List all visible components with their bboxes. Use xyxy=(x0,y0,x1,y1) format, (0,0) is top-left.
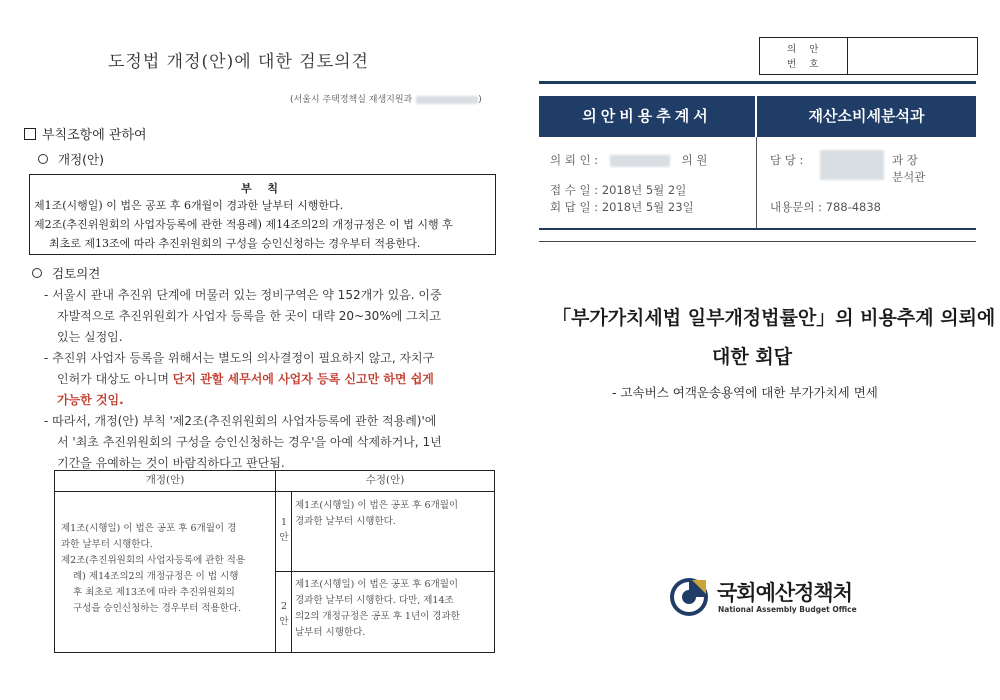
bylaw-line-2: 제2조(추진위원회의 사업자등록에 관한 적용례) 제14조의2의 개정규정은 이 법 시행 후 xyxy=(34,218,453,231)
table-header-revised: 수정(안) xyxy=(365,474,405,486)
bill-number-label: 의 안 xyxy=(787,44,824,55)
requester-suffix: 의 원 xyxy=(681,153,708,167)
nabo-logo-icon xyxy=(669,577,709,617)
reply-title: 대한 회답 xyxy=(712,346,793,368)
option-2-label xyxy=(277,599,291,629)
subheading-review xyxy=(32,264,100,282)
bill-number-divider xyxy=(847,38,848,74)
circle-bullet-icon xyxy=(32,268,42,278)
inquiry-phone: 내용문의 : 788-4838 xyxy=(770,200,881,214)
circle-bullet-icon xyxy=(38,154,48,164)
redacted-requester xyxy=(610,155,670,167)
contact-title: 과 장 xyxy=(892,153,918,167)
table-cell-line: 날부터 시행한다. xyxy=(295,627,366,638)
contact-label: 담 당 : xyxy=(770,153,804,167)
table-cell-line: 의2의 개정규정은 공포 후 1년이 경과한 xyxy=(295,611,460,622)
opinion-line: - 추진위 사업자 등록을 위해서는 별도의 의사결정이 필요하지 않고, 자치구 xyxy=(44,351,435,365)
source-close: ) xyxy=(478,95,482,105)
table-rule xyxy=(275,571,494,572)
option-1-number: 1 xyxy=(280,517,288,528)
subheading-amendment xyxy=(38,150,104,168)
opinion-emphasis: 가능한 것임. xyxy=(57,393,124,407)
table-cell-line: 제1조(시행일) 이 법은 공포 후 6개월이 xyxy=(295,579,459,590)
opinion-line: - 따라서, 개정(안) 부칙 '제2조(추진위원회의 사업자등록에 관한 적용례)'에 xyxy=(44,414,437,428)
meta-divider xyxy=(756,137,757,228)
banner-division: 재산소비세분석과 xyxy=(808,107,925,125)
bylaw-line-1: 제1조(시행일) 이 법은 공포 후 6개월이 경과한 날부터 시행한다. xyxy=(34,199,344,212)
bylaw-line-3: 최초로 제13조에 따라 추진위원회의 구성을 승인신청하는 경우부터 적용한다. xyxy=(49,237,421,250)
meta-rule xyxy=(539,228,976,230)
table-cell-line: 구성을 승인신청하는 경우부터 적용한다. xyxy=(73,603,242,614)
reply-date: 회 답 일 : 2018년 5월 23일 xyxy=(550,200,694,214)
nabo-logo-english: National Assembly Budget Office xyxy=(718,605,857,614)
table-header-current: 개정(안) xyxy=(145,474,185,486)
bylaw-header: 부 칙 xyxy=(240,182,285,195)
requester-row xyxy=(550,152,707,168)
table-cell-line: 후 최초로 제13조에 따라 추진위원회의 xyxy=(73,587,235,598)
comparison-table xyxy=(54,470,495,653)
option-1-label xyxy=(277,515,291,545)
section-heading xyxy=(24,124,147,143)
table-cell-line: 경과한 날부터 시행한다. 다만, 제14조 xyxy=(295,595,454,606)
subheading-amendment-text: 개정(안) xyxy=(58,152,104,167)
meta-rule xyxy=(539,241,976,242)
opinion-line: 서 '최초 추진위원회의 구성을 승인신청하는 경우'을 아예 삭제하거나, 1년 xyxy=(57,435,442,449)
received-date: 접 수 일 : 2018년 5월 2일 xyxy=(550,183,687,197)
opinion-emphasis: 단지 관할 세무서에 사업자 등록 신고만 하면 쉽게 xyxy=(172,372,434,386)
cost-estimate-banner xyxy=(539,96,976,137)
opinion-text: 인허가 대상도 아니며 xyxy=(57,372,169,386)
opinion-line: - 서울시 관내 추진위 단계에 머물러 있는 정비구역은 약 152개가 있음. 이중 xyxy=(44,288,442,302)
opinion-line: 자발적으로 추진위원회가 사업자 등록을 한 곳이 대략 20~30%에 그치고 xyxy=(57,309,441,323)
table-rule xyxy=(275,471,276,652)
table-cell-line: 례) 제14조의2의 개정규정은 이 법 시행 xyxy=(73,571,239,582)
reply-title: 「부가가치세법 일부개정법률안」의 비용추계 의뢰에 xyxy=(552,307,996,329)
contact-title: 분석관 xyxy=(892,170,926,184)
document-source xyxy=(290,92,482,105)
option-2-number: 2 xyxy=(280,601,288,612)
banner-title: 의안비용추계서 xyxy=(582,107,712,125)
table-cell-line: 제2조(추진위원회의 사업자등록에 관한 적용 xyxy=(61,555,245,566)
reply-subtitle: - 고속버스 여객운송용역에 대한 부가가치세 면세 xyxy=(612,385,878,400)
option-2-suffix: 안 xyxy=(279,616,289,627)
bill-number-label: 번 호 xyxy=(787,59,824,70)
subheading-review-text: 검토의견 xyxy=(52,266,101,281)
section-heading-text: 부칙조항에 관하여 xyxy=(42,128,147,143)
header-rule xyxy=(539,81,976,84)
document-title: 도정법 개정(안)에 대한 검토의견 xyxy=(108,52,369,72)
requester-label: 의 뢰 인 : xyxy=(550,153,599,167)
table-cell-line: 제1조(시행일) 이 법은 공포 후 6개월이 xyxy=(295,500,459,511)
checkbox-square-icon xyxy=(24,128,36,140)
option-1-suffix: 안 xyxy=(279,532,289,543)
opinion-line xyxy=(57,369,434,390)
opinion-line: 있는 실정임. xyxy=(57,330,123,344)
table-cell-line: 과한 날부터 시행한다. xyxy=(61,539,153,550)
opinion-line: 기간을 유예하는 것이 바람직하다고 판단됨. xyxy=(57,456,285,470)
bylaw-box xyxy=(29,174,496,255)
redacted-contact xyxy=(416,96,478,104)
table-cell-line: 경과한 날부터 시행한다. xyxy=(295,516,396,527)
table-cell-line: 제1조(시행일) 이 법은 공포 후 6개월이 경 xyxy=(61,523,237,534)
source-text: (서울시 주택정책실 재생지원과 xyxy=(290,95,413,105)
bill-number-box xyxy=(759,37,978,75)
redacted-contact-names xyxy=(820,150,884,180)
nabo-logo-korean: 국회예산정책처 xyxy=(717,581,853,605)
